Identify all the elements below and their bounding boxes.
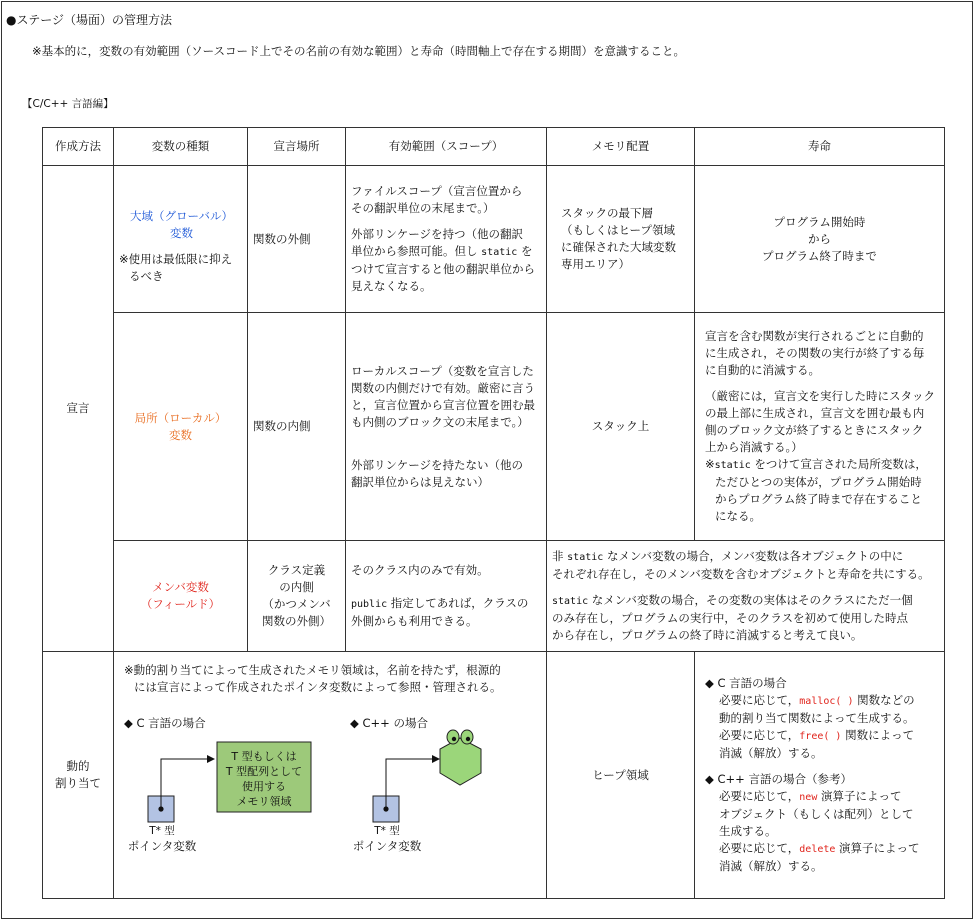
place-member-1: クラス定義 bbox=[267, 563, 326, 577]
life-c-free: free( ) bbox=[799, 731, 842, 742]
kind-global-note1: ※使用は最低限に抑え bbox=[119, 251, 233, 266]
cpp-arrow-head bbox=[432, 755, 440, 763]
row-dynamic bbox=[43, 652, 945, 899]
life-cpp-5: 消滅（解放）する。 bbox=[719, 859, 823, 873]
document-note: ※基本的に，変数の有効範囲（ソースコード上でその名前の有効な範囲）と寿命（時間軸上で存在する期間）を意識すること。 bbox=[32, 44, 686, 58]
life-c-3a: 必要に応じて， bbox=[719, 728, 800, 742]
scope-local-2b: 翻訳単位からは見えない） bbox=[351, 474, 489, 489]
scope-global-1a: ファイルスコープ（宣言位置から bbox=[351, 184, 523, 198]
c-box-line1: T 型もしくは bbox=[231, 750, 297, 763]
kind-local-line2: 変数 bbox=[169, 427, 192, 442]
life-c-1b: 関数などの bbox=[853, 693, 915, 707]
c-memory-box-label bbox=[217, 749, 311, 809]
scope-global-static: static bbox=[481, 247, 518, 258]
kind-global-line2: 変数 bbox=[170, 225, 193, 240]
method-declaration: 宣言 bbox=[43, 166, 114, 652]
life-local-3-prefix: ※ bbox=[705, 457, 715, 471]
life-global-1: プログラム開始時 bbox=[773, 214, 866, 229]
method-dynamic-1: 動的 bbox=[66, 759, 90, 773]
scope-global-2a: 外部リンケージを持つ（他の翻訳 bbox=[351, 227, 524, 241]
c-pointer-type: T* 型 bbox=[149, 825, 175, 837]
life-local-2a: （厳密には，宣言文を実行した時にスタック bbox=[705, 389, 935, 403]
kind-local bbox=[114, 313, 248, 541]
scope-member-2b: 外側からも利用できる。 bbox=[351, 614, 478, 628]
c-box-line2: T 型配列として bbox=[225, 765, 303, 778]
life-cpp-delete: delete bbox=[799, 844, 836, 855]
scope-local-2a: 外部リンケージを持たない（他の bbox=[351, 457, 524, 472]
place-member-4: 関数の外側） bbox=[262, 614, 331, 628]
life-local-1a: 宣言を含む関数が実行されるごとに自動的 bbox=[705, 329, 924, 343]
kind-global-note2: るべき bbox=[129, 268, 164, 283]
dynamic-note-2: には宣言によって作成されたポインタ変数によって参照・管理される。 bbox=[134, 680, 502, 694]
life-local-1b: に生成され，その関数の実行が終了する毎 bbox=[705, 346, 925, 360]
life-c-3b: 関数によって bbox=[841, 728, 915, 742]
memory-local: スタック上 bbox=[547, 313, 695, 541]
object-left-eye-icon bbox=[447, 730, 459, 744]
header-method: 作成方法 bbox=[43, 128, 114, 166]
scope-local-1d: も内側のブロック文の末尾まで。） bbox=[351, 414, 529, 429]
member-ml2-b: のみ存在し，プログラムの実行中，そのクラスを初めて使用した時点 bbox=[552, 611, 909, 625]
c-case-label: ◆ C 言語の場合 bbox=[124, 716, 206, 730]
kind-local-line1: 局所（ローカル） bbox=[134, 410, 227, 425]
cpp-case-label: ◆ C++ の場合 bbox=[350, 716, 428, 730]
memory-life-member bbox=[547, 541, 945, 652]
scope-member bbox=[346, 541, 547, 652]
c-arrow-head bbox=[207, 755, 215, 763]
place-member-3: （かつメンバ bbox=[262, 597, 331, 611]
dynamic-diagram-cell bbox=[114, 652, 547, 899]
life-c-malloc: malloc( ) bbox=[799, 696, 854, 707]
life-local-static: static bbox=[714, 460, 751, 471]
header-place: 宣言場所 bbox=[248, 128, 346, 166]
life-global-3: プログラム終了時まで bbox=[762, 248, 877, 263]
object-right-eye-icon bbox=[461, 730, 473, 744]
scope-global-2e: 見えなくなる。 bbox=[351, 279, 432, 293]
life-cpp-1b: 演算子によって bbox=[817, 789, 902, 803]
life-global bbox=[695, 166, 945, 313]
c-box-line3: 使用する bbox=[242, 780, 286, 793]
scope-global-2c: を bbox=[520, 244, 533, 258]
kind-global bbox=[114, 166, 248, 313]
scope-member-1: そのクラス内のみで有効。 bbox=[351, 563, 489, 577]
life-cpp-title: ◆ C++ 言語の場合（参考） bbox=[705, 772, 852, 786]
life-local-3a: をつけて宣言された局所変数は， bbox=[754, 457, 927, 471]
life-dynamic bbox=[695, 652, 945, 899]
scope-member-public: public bbox=[351, 599, 388, 610]
life-cpp-4a: 必要に応じて， bbox=[719, 841, 800, 855]
scope-local bbox=[346, 313, 547, 541]
scope-global-1b: その翻訳単位の末尾まで。） bbox=[351, 201, 495, 215]
dynamic-note-1: ※動的割り当てによって生成されたメモリ領域は，名前を持たず，根源的 bbox=[124, 663, 501, 677]
scope-global-2b: 単位から参照可能。但し bbox=[351, 244, 478, 258]
c-pointer-name: ポインタ変数 bbox=[127, 839, 197, 853]
kind-global-line1: 大域（グローバル） bbox=[130, 208, 233, 223]
life-local-2c: 側のブロック文が終了するときにスタック bbox=[705, 423, 924, 437]
cpp-pointer-label bbox=[345, 824, 429, 855]
object-left-pupil bbox=[452, 737, 456, 741]
memory-global-4: 専用エリア） bbox=[561, 257, 630, 271]
place-local: 関数の内側 bbox=[248, 313, 346, 541]
scope-local-1c: と，宣言位置から宣言位置を囲む最 bbox=[351, 397, 535, 412]
memory-global-3: に確保された大域変数 bbox=[561, 240, 676, 254]
life-c-2: 動的割り当て関数によって生成する。 bbox=[719, 711, 915, 725]
life-local-2d: 上から消滅する。） bbox=[705, 440, 803, 454]
life-cpp-new: new bbox=[799, 792, 818, 803]
life-local-3d: になる。 bbox=[715, 509, 761, 523]
document-title: ●ステージ（場面）の管理方法 bbox=[6, 13, 172, 27]
life-local bbox=[695, 313, 945, 541]
row-global bbox=[43, 166, 945, 313]
c-pointer-label bbox=[120, 824, 204, 855]
member-ml1-static: static bbox=[567, 552, 604, 563]
memory-global-2: （もしくはヒープ領域 bbox=[561, 223, 675, 237]
header-memory: メモリ配置 bbox=[547, 128, 695, 166]
memory-global bbox=[547, 166, 695, 313]
life-global-2: から bbox=[808, 231, 831, 246]
kind-member bbox=[114, 541, 248, 652]
scope-member-2a: 指定してあれば，クラスの bbox=[390, 596, 529, 610]
life-local-3c: からプログラム終了時まで存在すること bbox=[715, 492, 922, 506]
place-member-2: の内側 bbox=[279, 580, 314, 594]
c-box-line4: メモリ領域 bbox=[236, 795, 292, 808]
member-ml1-prefix: 非 bbox=[552, 549, 564, 563]
header-row bbox=[43, 128, 945, 166]
life-c-title: ◆ C 言語の場合 bbox=[705, 676, 787, 690]
life-local-3b: ただひとつの実体が，プログラム開始時 bbox=[715, 475, 922, 489]
cpp-pointer-type: T* 型 bbox=[374, 825, 400, 837]
header-scope: 有効範囲（スコープ） bbox=[346, 128, 547, 166]
method-dynamic-2: 割り当て bbox=[55, 776, 101, 790]
memory-dynamic: ヒープ領域 bbox=[547, 652, 695, 899]
life-cpp-4b: 演算子によって bbox=[835, 841, 920, 855]
member-ml2-c: から存在し，プログラムの終了時に消滅すると考えて良い。 bbox=[552, 628, 863, 642]
place-member bbox=[248, 541, 346, 652]
life-local-2b: の最上部に生成され，宣言文を囲む最も内 bbox=[705, 406, 925, 420]
header-kind: 変数の種類 bbox=[114, 128, 248, 166]
life-cpp-1a: 必要に応じて， bbox=[719, 789, 800, 803]
life-cpp-3: 生成する。 bbox=[719, 824, 777, 838]
member-ml2-static: static bbox=[552, 596, 589, 607]
memory-global-1: スタックの最下層 bbox=[561, 206, 653, 220]
object-right-pupil bbox=[466, 737, 470, 741]
scope-local-1b: 関数の内側だけで有効。厳密に言う bbox=[351, 380, 535, 395]
method-dynamic bbox=[43, 652, 114, 899]
row-member bbox=[43, 541, 945, 652]
scope-local-1a: ローカルスコープ（変数を宣言した bbox=[351, 363, 534, 378]
cpp-pointer-name: ポインタ変数 bbox=[352, 839, 422, 853]
life-c-4: 消滅（解放）する。 bbox=[719, 746, 823, 760]
life-c-1a: 必要に応じて， bbox=[719, 693, 800, 707]
variable-table bbox=[42, 127, 945, 899]
section-label: 【C/C++ 言語編】 bbox=[22, 98, 114, 110]
place-global: 関数の外側 bbox=[248, 166, 346, 313]
kind-member-line1: メンバ変数 bbox=[152, 580, 209, 594]
member-ml1-b: それぞれ存在し，そのメンバ変数を含むオブジェクトと寿命を共にする。 bbox=[552, 567, 930, 581]
life-local-1c: に自動的に消滅する。 bbox=[705, 363, 820, 377]
life-cpp-2: オブジェクト（もしくは配列）として bbox=[719, 807, 914, 821]
member-ml2-a: なメンバ変数の場合，その変数の実体はそのクラスにただ一個 bbox=[591, 593, 913, 607]
member-ml1-a: なメンバ変数の場合，メンバ変数は各オブジェクトの中に bbox=[606, 549, 904, 563]
scope-global bbox=[346, 166, 547, 313]
cpp-object-hexagon bbox=[440, 738, 481, 785]
scope-global-2d: つけて宣言すると他の翻訳単位から bbox=[351, 262, 535, 276]
header-life: 寿命 bbox=[695, 128, 945, 166]
dynamic-diagram bbox=[114, 652, 546, 898]
kind-member-line2: （フィールド） bbox=[140, 597, 221, 611]
row-local bbox=[43, 313, 945, 541]
